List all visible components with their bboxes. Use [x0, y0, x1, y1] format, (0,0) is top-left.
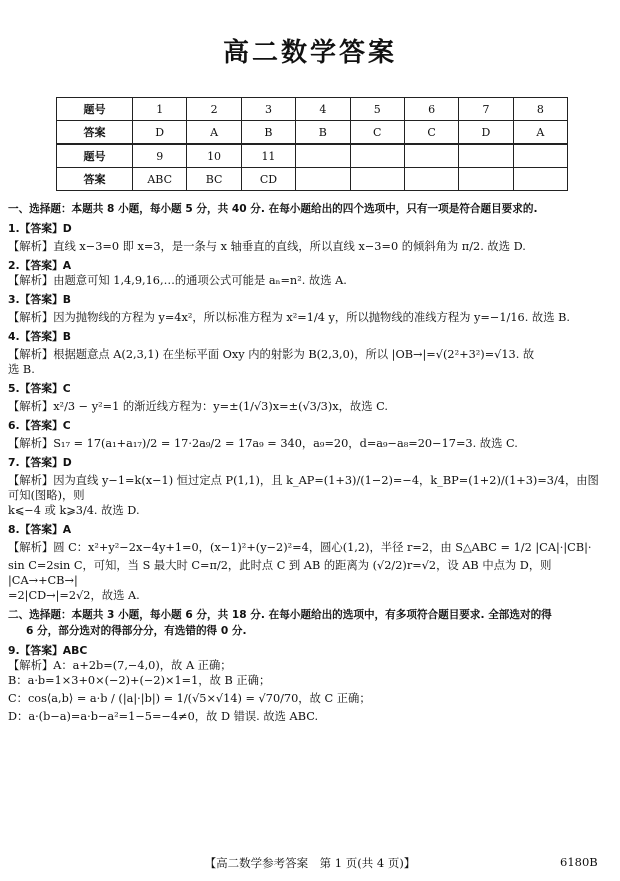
- table-cell: CD: [241, 168, 295, 191]
- answer-line: 2.【答案】A: [8, 259, 72, 272]
- table-cell: [459, 168, 513, 191]
- table-header-cell: 答案: [57, 121, 133, 145]
- table-cell: B: [241, 121, 295, 145]
- table-cell: BC: [187, 168, 241, 191]
- answer-line: 8.【答案】A: [8, 523, 72, 536]
- explanation: D：a·(b−a)=a·b−a²=1−5=−4≠0，故 D 错误. 故选 ABC.: [8, 710, 319, 723]
- table-header-cell: 题号: [57, 98, 133, 121]
- table-cell: [404, 144, 458, 168]
- table-row: [57, 168, 568, 191]
- table-cell: 5: [350, 98, 404, 121]
- explanation: C：cos⟨a,b⟩ = a·b / (|a|·|b|) = 1/(√5×√14) = √70/70，故 C 正确；: [8, 692, 371, 705]
- answer-line: 6.【答案】C: [8, 419, 71, 432]
- table-cell: D: [133, 121, 187, 145]
- table-cell: 10: [187, 144, 241, 168]
- table-cell: C: [350, 121, 404, 145]
- explanation: 【解析】直线 x−3=0 即 x=3，是一条与 x 轴垂直的直线，所以直线 x−3=0 的倾斜角为 π/2. 故选 D.: [8, 240, 526, 253]
- table-cell: 2: [187, 98, 241, 121]
- answer-line: 4.【答案】B: [8, 330, 72, 343]
- answer-line: 1.【答案】D: [8, 222, 72, 235]
- explanation: 【解析】根据题意点 A(2,3,1) 在坐标平面 Oxy 内的射影为 B(2,3,0)，所以 |OB→|=√(2²+3²)=√13. 故: [8, 348, 535, 361]
- answer-line: 9.【答案】ABC: [8, 644, 88, 657]
- table-cell: [513, 144, 567, 168]
- table-cell: 11: [241, 144, 295, 168]
- explanation: 【解析】由题意可知 1,4,9,16,…的通项公式可能是 aₙ=n². 故选 A.: [8, 274, 347, 287]
- explanation: 【解析】因为抛物线的方程为 y=4x²，所以标准方程为 x²=1/4 y，所以抛物线的准线方程为 y=−1/16. 故选 B.: [8, 311, 570, 324]
- explanation: 【解析】圆 C：x²+y²−2x−4y+1=0，(x−1)²+(y−2)²=4，圆心(1,2)，半径 r=2，由 S△ABC = 1/2 |CA|·|CB|·: [8, 541, 592, 554]
- table-cell: 9: [133, 144, 187, 168]
- page-title: 高二数学答案: [222, 38, 397, 68]
- explanation: =2|CD→|=2√2，故选 A.: [8, 589, 140, 602]
- table-cell: [513, 168, 567, 191]
- section-heading: 6 分，部分选对的得部分分，有选错的得 0 分.: [26, 625, 247, 637]
- table-cell: [296, 168, 350, 191]
- explanation: 【解析】因为直线 y−1=k(x−1) 恒过定点 P(1,1)，且 k_AP=(1+3)/(1−2)=−4，k_BP=(1+2)/(1+3)=3/4，由图可知(图略)，则: [8, 474, 599, 502]
- table-cell: [296, 144, 350, 168]
- answer-table: [56, 97, 568, 191]
- table-cell: ABC: [133, 168, 187, 191]
- section-heading: 一、选择题：本题共 8 小题，每小题 5 分，共 40 分. 在每小题给出的四个选项中，只有一项是符合题目要求的.: [8, 203, 538, 215]
- explanation: B：a·b=1×3+0×(−2)+(−2)×1=1，故 B 正确；: [8, 674, 271, 687]
- answer-line: 5.【答案】C: [8, 382, 71, 395]
- table-cell: D: [459, 121, 513, 145]
- explanation: sin C=2sin C，可知，当 S 最大时 C=π/2，此时点 C 到 AB 的距离为 (√2/2)r=√2，设 AB 中点为 D，则 |CA→+CB→|: [8, 559, 552, 587]
- explanation: k⩽−4 或 k⩾3/4. 故选 D.: [8, 504, 140, 517]
- answer-content: [8, 201, 604, 724]
- table-cell: A: [187, 121, 241, 145]
- answer-line: 7.【答案】D: [8, 456, 72, 469]
- table-cell: 4: [296, 98, 350, 121]
- table-cell: 3: [241, 98, 295, 121]
- table-cell: 6: [404, 98, 458, 121]
- table-header-cell: 答案: [57, 168, 133, 191]
- table-row: [57, 121, 568, 145]
- explanation: 【解析】A：a+2b=(7,−4,0)，故 A 正确；: [8, 659, 232, 672]
- answer-line: 3.【答案】B: [8, 293, 72, 306]
- table-header-cell: 题号: [57, 144, 133, 168]
- table-cell: [350, 144, 404, 168]
- document-code: 6180B: [560, 855, 598, 869]
- explanation: 【解析】x²/3 − y²=1 的渐近线方程为：y=±(1/√3)x=±(√3/3)x，故选 C.: [8, 400, 388, 413]
- table-cell: A: [513, 121, 567, 145]
- table-cell: [459, 144, 513, 168]
- table-cell: 1: [133, 98, 187, 121]
- table-cell: [350, 168, 404, 191]
- explanation: 【解析】S₁₇ = 17(a₁+a₁₇)/2 = 17·2a₉/2 = 17a₉ = 340，a₉=20，d=a₉−a₈=20−17=3. 故选 C.: [8, 437, 518, 450]
- table-row: [57, 98, 568, 121]
- explanation: 选 B.: [8, 363, 35, 376]
- table-cell: 8: [513, 98, 567, 121]
- table-cell: C: [404, 121, 458, 145]
- table-cell: B: [296, 121, 350, 145]
- section-heading: 二、选择题：本题共 3 小题，每小题 6 分，共 18 分. 在每小题给出的选项中，有多项符合题目要求. 全部选对的得: [8, 609, 552, 621]
- table-row: [57, 144, 568, 168]
- table-cell: 7: [459, 98, 513, 121]
- table-cell: [404, 168, 458, 191]
- page-footer: 【高二数学参考答案 第 1 页(共 4 页)】: [204, 856, 416, 870]
